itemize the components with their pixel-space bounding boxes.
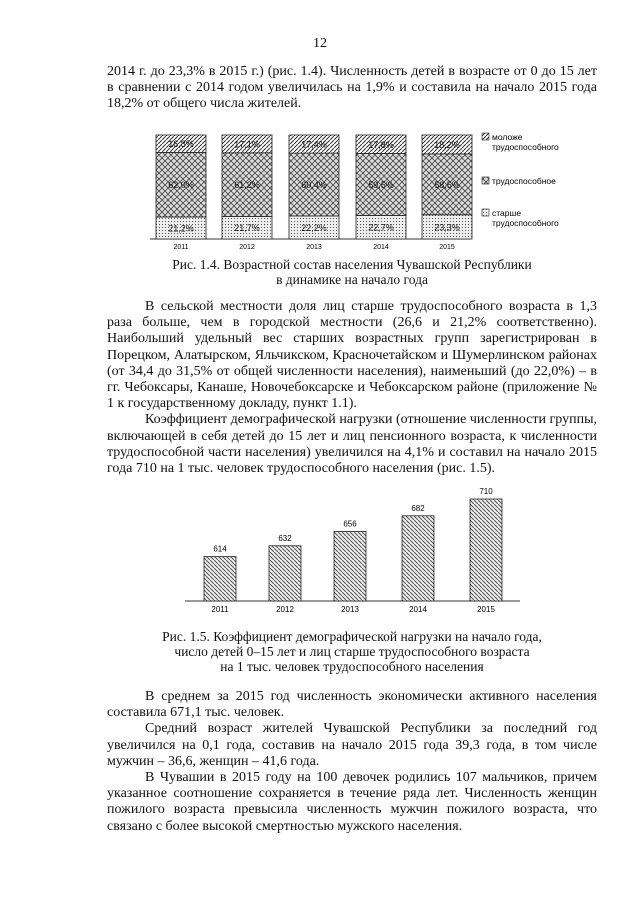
- data-label: 62,0%: [168, 180, 194, 191]
- data-label: 21,2%: [168, 223, 194, 234]
- paragraph: [107, 689, 597, 835]
- paragraph-text: В среднем за 2015 год численность экономически активного населения составила 671,1 тыс. человек.: [107, 689, 597, 721]
- legend-swatch: [482, 209, 489, 216]
- bar: [470, 499, 502, 601]
- legend-swatch: [482, 133, 489, 140]
- demographic-load-chart: [170, 480, 540, 615]
- legend-line: моложе: [492, 132, 523, 142]
- data-label: 22,7%: [368, 222, 394, 233]
- x-tick-label: 2014: [409, 605, 427, 614]
- legend-line: трудоспособного: [492, 142, 559, 152]
- paragraph-text: Средний возраст жителей Чувашской Республики за последний год увеличился на 0,1 года, составив на начало 2015 года 39,3 года, в том числе мужчин – 36,6, женщин – 41,6 года.: [107, 721, 597, 769]
- bar: [402, 516, 434, 601]
- page-number: 12: [313, 36, 327, 51]
- data-label: 22,2%: [301, 222, 327, 233]
- legend-swatch: [482, 177, 489, 184]
- x-tick-label: 2011: [211, 605, 229, 614]
- x-tick-label: 2014: [373, 244, 389, 251]
- data-label: 632: [278, 533, 292, 543]
- caption-line: число детей 0–15 лет и лиц старше трудоспособного возраста: [174, 644, 530, 659]
- figure-caption-2: [107, 629, 597, 674]
- caption-line: в динамике на начало года: [276, 272, 428, 287]
- data-label: 614: [213, 544, 227, 554]
- data-label: 656: [343, 519, 357, 529]
- caption-line: Рис. 1.5. Коэффициент демографической нагрузки на начало года,: [162, 629, 542, 644]
- data-label: 61,2%: [234, 180, 260, 191]
- data-label: 17,4%: [301, 139, 327, 150]
- data-label: 16,8%: [168, 139, 194, 150]
- paragraph-text: 2014 г. до 23,3% в 2015 г.) (рис. 1.4). Численность детей в возрасте от 0 до 15 лет в сравнении с 2014 годом увеличилась на 1,9% и составила на начало 2015 года 18,2% от общего числа жителей.: [107, 64, 597, 112]
- data-label: 59,5%: [368, 179, 394, 190]
- data-label: 17,1%: [234, 139, 260, 150]
- x-tick-label: 2015: [439, 244, 455, 251]
- paragraph-text: В сельской местности доля лиц старше трудоспособного возраста в 1,3 раза больше, чем в городской местности (26,6 и 21,2% соответственно). Наибольший удельный вес старших возрастных групп зарегистрирован в Порецком, Алатырском, Яльчикском, Красночетайском и Шумерлинском районах (от 34,4 до 31,5% от общей численности населения), наименьший (до 22,0%) – в гг. Чебоксары, Канаше, Новочебоксарске и Чебоксарском районе (приложение № 1 к государственному докладу, пункт 1.1).: [107, 299, 597, 412]
- legend-label: трудоспособное: [492, 176, 556, 186]
- paragraph-text: Коэффициент демографической нагрузки (отношение численности группы, включающей в себя детей до 15 лет и лиц пенсионного возраста, к численности трудоспособной части населения) увеличился на 4,1% и составил на начало 2015 года 710 на 1 тыс. человек трудоспособного населения (рис. 1.5).: [107, 412, 597, 477]
- x-tick-label: 2012: [276, 605, 294, 614]
- figure-caption-1: [107, 257, 597, 287]
- paragraph-text: В Чувашии в 2015 году на 100 девочек родились 107 мальчиков, причем указанное соотношение сохраняется в течение ряда лет. Численность женщин пожилого возраста превысила численность мужчин пожилого возраста, что связано с более высокой смертностью мужского населения.: [107, 770, 597, 834]
- data-label: 21,7%: [234, 223, 260, 234]
- x-tick-label: 2015: [477, 605, 495, 614]
- x-tick-label: 2013: [341, 605, 359, 614]
- legend-line: трудоспособного: [492, 218, 559, 228]
- bar: [269, 546, 301, 601]
- age-structure-chart: [150, 128, 590, 253]
- paragraph: [107, 299, 597, 477]
- data-label: 17,8%: [368, 139, 394, 150]
- data-label: 682: [411, 503, 425, 513]
- data-label: 23,3%: [434, 222, 460, 233]
- x-tick-label: 2012: [239, 244, 255, 251]
- data-label: 60,4%: [301, 180, 327, 191]
- paragraph: [107, 64, 597, 113]
- legend-label: [492, 208, 559, 228]
- x-tick-label: 2011: [173, 244, 189, 251]
- bar: [334, 531, 366, 601]
- data-label: 58,5%: [434, 179, 460, 190]
- caption-line: на 1 тыс. человек трудоспособного населения: [220, 659, 484, 674]
- bar: [204, 557, 236, 601]
- data-label: 710: [479, 487, 493, 496]
- data-label: 18,2%: [434, 139, 460, 150]
- legend-label: [492, 132, 559, 152]
- legend-line: старше: [492, 208, 522, 218]
- caption-line: Рис. 1.4. Возрастной состав населения Чувашской Республики: [172, 257, 532, 272]
- x-tick-label: 2013: [306, 244, 322, 251]
